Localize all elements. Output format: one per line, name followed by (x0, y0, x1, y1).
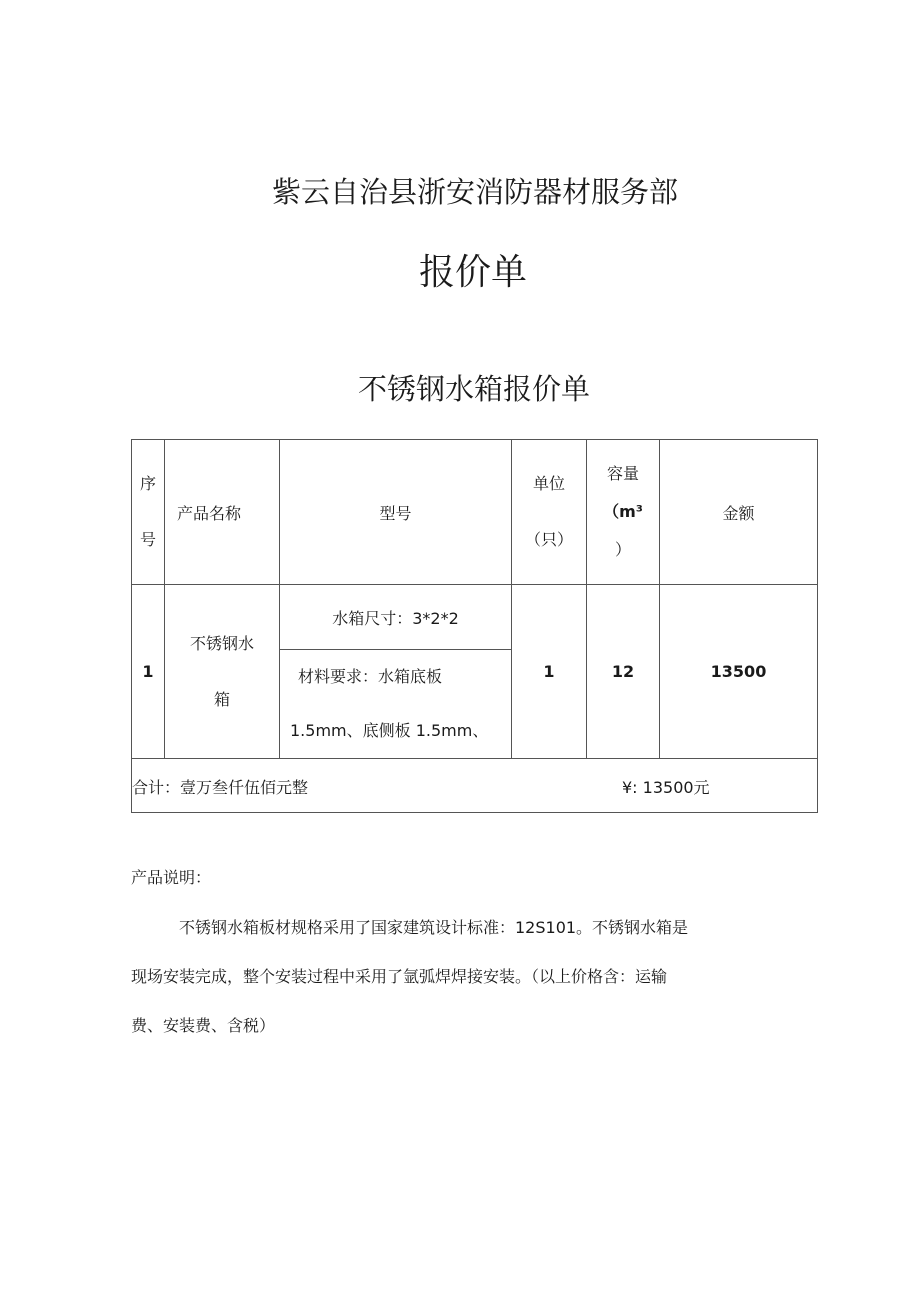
header-seq-line2: 号 (139, 530, 156, 549)
row-product-name (165, 585, 280, 759)
row-model-size (280, 585, 512, 650)
row-model-material-line1: 材料要求：水箱底板 (298, 667, 443, 686)
row-model-material (280, 650, 512, 759)
quote-subtitle: 不锈钢水箱报价单 (357, 372, 590, 406)
header-capacity-line2: （m³ (603, 502, 643, 521)
row-product-name-line1: 不锈钢水 (189, 633, 254, 653)
header-unit-line2: （只） (524, 530, 573, 549)
header-unit (512, 440, 587, 585)
document-title: 报价单 (418, 252, 527, 293)
company-name: 紫云自治县浙安消防器材服务部 (271, 175, 678, 209)
header-unit-line1: 单位 (532, 474, 565, 493)
row-model-size-text: 水箱尺寸：3*2*2 (332, 608, 459, 628)
row-product-name-line2: 箱 (213, 689, 230, 709)
header-amount (660, 440, 818, 585)
row-model-material-line2: 1.5mm、底侧板 1.5mm、 (290, 721, 489, 740)
total-row (132, 759, 818, 813)
header-capacity (587, 440, 660, 585)
header-product-name (165, 440, 280, 585)
table-header-row (132, 440, 818, 585)
quote-table (131, 439, 818, 813)
table-row (132, 585, 818, 650)
header-capacity-line3: ） (614, 540, 631, 559)
row-unit: 1 (512, 585, 587, 759)
total-cell (132, 759, 818, 813)
header-capacity-line1: 容量 (606, 464, 639, 483)
notes-text: 不锈钢水箱板材规格采用了国家建筑设计标准：12S101。不锈钢水箱是现场安装完成，整个安装过程中采用了氩弧焊焊接安装。（以上价格含：运输费、安装费、含税） (131, 918, 689, 1035)
header-amount-text: 金额 (722, 503, 755, 523)
header-model (280, 440, 512, 585)
header-product-name-text: 产品名称 (177, 503, 242, 523)
total-value: ¥: 13500元 (622, 778, 710, 797)
header-seq-line1: 序 (139, 474, 156, 493)
header-model-text: 型号 (379, 503, 412, 523)
row-capacity: 12 (587, 585, 660, 759)
header-seq (132, 440, 165, 585)
total-label: 合计：壹万叁仟伍佰元整 (132, 778, 309, 797)
row-amount: 13500 (660, 585, 818, 759)
notes-label: 产品说明： (131, 868, 212, 887)
row-seq: 1 (132, 585, 165, 759)
